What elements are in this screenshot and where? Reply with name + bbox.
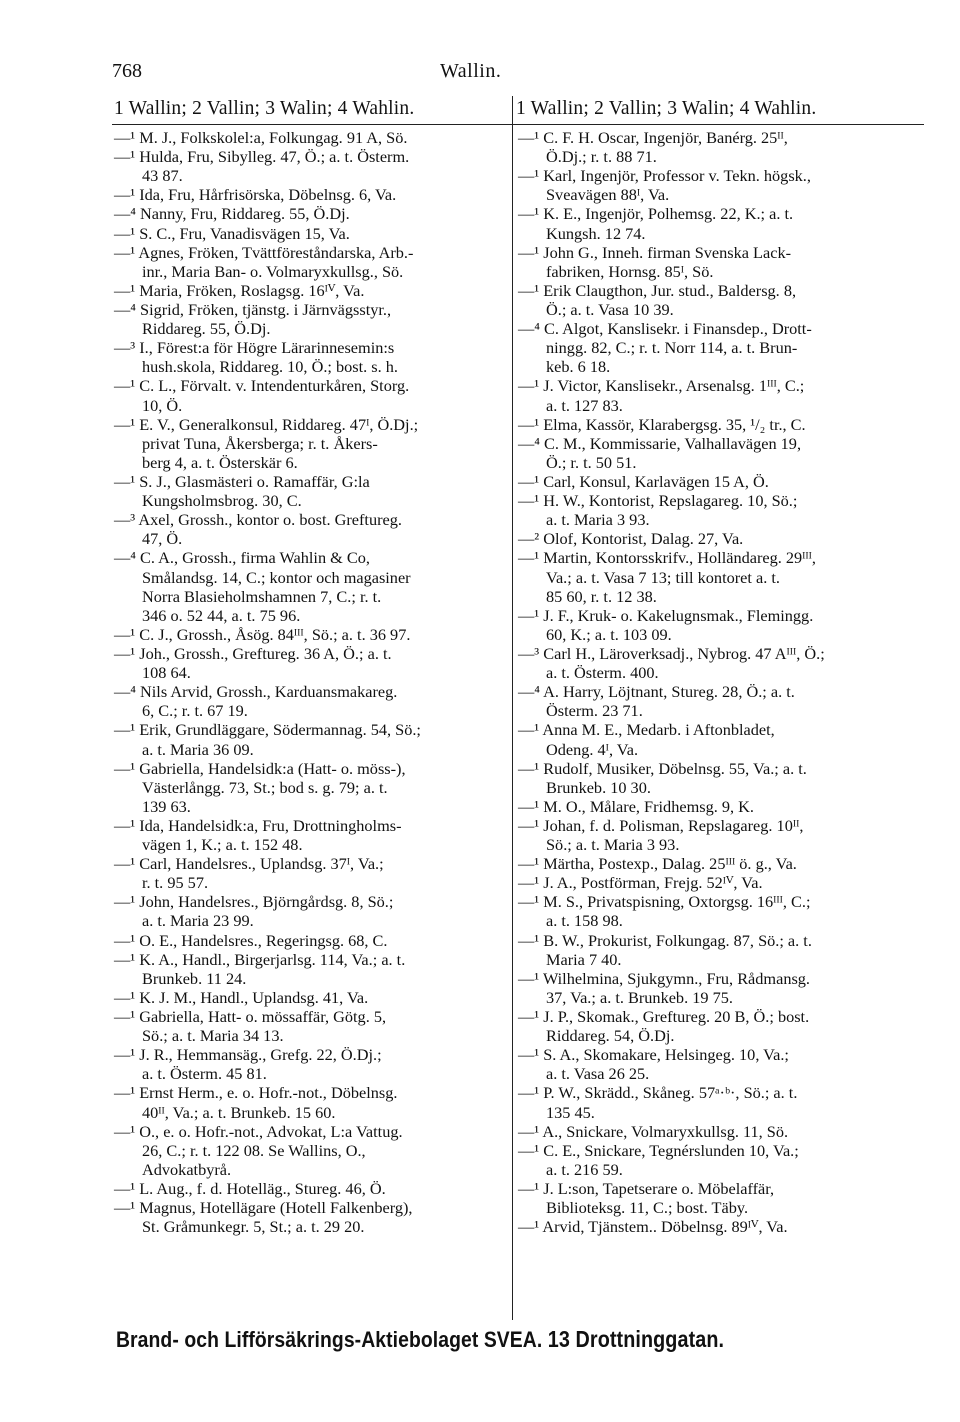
right-entry-line: Brunkeb. 10 30. (546, 777, 651, 797)
right-entry-line: —¹ Karl, Ingenjör, Professor v. Tekn. högsk., (518, 166, 811, 186)
right-entry-line: a. t. 216 59. (546, 1159, 623, 1179)
right-column-header: 1 Wallin; 2 Vallin; 3 Walin; 4 Wahlin. (516, 98, 817, 119)
left-entry-line: Sö.; a. t. Maria 34 13. (142, 1026, 284, 1046)
right-column (518, 128, 910, 1236)
column-divider (512, 96, 513, 1320)
left-entry-line: privat Tuna, Åkersberga; r. t. Åkers- (142, 433, 378, 453)
right-entry-line: Maria 7 40. (546, 949, 622, 969)
left-entry-line: —¹ Ernst Herm., e. o. Hofr.-not., Döbelnsg. (114, 1083, 398, 1103)
right-entry-line: Va.; a. t. Vasa 7 13; till kontoret a. t. (546, 567, 780, 587)
left-entry-line: —¹ Hulda, Fru, Sibylleg. 47, Ö.; a. t. Österm. (114, 147, 410, 167)
right-entry-line: Sö.; a. t. Maria 3 93. (546, 835, 680, 855)
right-entry-line: fabriken, Hornsg. 85ᴵ, Sö. (546, 261, 714, 281)
right-entry-line: keb. 6 18. (546, 357, 611, 377)
right-entry-line: 60, K.; a. t. 103 09. (546, 624, 672, 644)
left-entry-line: 43 87. (142, 166, 183, 186)
left-entry-line: 26, C.; r. t. 122 08. Se Wallins, O., (142, 1140, 366, 1160)
left-entry-line: —¹ O. E., Handelsres., Regeringsg. 68, C. (114, 930, 388, 950)
left-entry-line: Advokatbyrå. (142, 1159, 232, 1179)
right-entry-line: —¹ C. E., Snickare, Tegnérslunden 10, Va.; (518, 1140, 799, 1160)
left-entry-line: —³ Axel, Grossh., kontor o. bost. Greftureg. (114, 510, 402, 530)
right-entry-line: —¹ Anna M. E., Medarb. i Aftonbladet, (518, 720, 775, 740)
left-entry-line: —¹ Maria, Fröken, Roslagsg. 16ᴵⱽ, Va. (114, 280, 365, 300)
left-entry-line: —¹ C. L., Förvalt. v. Intendenturkåren, Storg. (114, 376, 410, 396)
left-entry-line: berg 4, a. t. Österskär 6. (142, 452, 298, 472)
left-entry-line: Västerlångg. 73, St.; bod s. g. 79; a. t. (142, 777, 388, 797)
footer-company: Brand- och Lifförsäkrings-Aktiebolaget SVEA. (116, 1327, 543, 1352)
right-entry-line: Ö.; a. t. Vasa 10 39. (546, 299, 674, 319)
left-entry-line: —¹ Gabriella, Handelsidk:a (Hatt- o. möss-), (114, 758, 406, 778)
right-entry-line: —¹ Erik Claugthon, Jur. stud., Baldersg. 8, (518, 280, 797, 300)
right-entry-line: —¹ J. A., Postförman, Frejg. 52ᴵⱽ, Va. (518, 873, 763, 893)
left-entry-line: —⁴ Sigrid, Fröken, tjänstg. i Järnvägsstyr., (114, 299, 392, 319)
page-title: Wallin. (440, 60, 502, 82)
left-entry-line: —¹ Erik, Grundläggare, Södermannag. 54, Sö.; (114, 720, 421, 740)
right-entry-line: —¹ B. W., Prokurist, Folkungag. 87, Sö.; a. t. (518, 930, 812, 950)
right-entry-line: —³ Carl H., Läroverksadj., Nybrog. 47 Aᴵᴵᴵ, Ö.; (518, 643, 825, 663)
left-entry-line: Smålandsg. 14, C.; kontor och magasiner (142, 567, 411, 587)
left-entry-line: —⁴ Nils Arvid, Grossh., Karduansmakareg. (114, 682, 398, 702)
left-entry-line: a. t. Österm. 45 81. (142, 1064, 267, 1084)
right-entry-line: —⁴ A. Harry, Löjtnant, Stureg. 28, Ö.; a. t. (518, 682, 795, 702)
left-entry-line: —¹ S. C., Fru, Vanadisvägen 15, Va. (114, 223, 350, 243)
left-entry-line: —¹ O., e. o. Hofr.-not., Advokat, L:a Vattug. (114, 1121, 403, 1141)
right-entry-line: a. t. Maria 3 93. (546, 510, 650, 530)
left-entry-line: a. t. Maria 23 99. (142, 911, 254, 931)
right-entry-line: Sveavägen 88ᴵ, Va. (546, 185, 670, 205)
left-entry-line: Kungsholmsbrog. 30, C. (142, 491, 302, 511)
left-entry-line: inr., Maria Ban- o. Volmaryxkullsg., Sö. (142, 261, 404, 281)
right-entry-line: Kungsh. 12 74. (546, 223, 646, 243)
left-entry-line: —¹ Magnus, Hotellägare (Hotell Falkenberg), (114, 1198, 413, 1218)
right-entry-line: a. t. 158 98. (546, 911, 623, 931)
left-entry-line: —¹ J. R., Hemmansäg., Grefg. 22, Ö.Dj.; (114, 1045, 382, 1065)
right-entry-line: ningg. 82, C.; r. t. Norr 114, a. t. Brun- (546, 338, 798, 358)
right-entry-line: —² Olof, Kontorist, Dalag. 27, Va. (518, 529, 744, 549)
right-entry-line: a. t. 127 83. (546, 395, 623, 415)
right-entry-line: —¹ C. F. H. Oscar, Ingenjör, Banérg. 25ᴵᴵ, (518, 128, 788, 147)
left-entry-line: 47, Ö. (142, 529, 183, 549)
right-entry-line: —¹ Arvid, Tjänstem.. Döbelnsg. 89ᴵⱽ, Va. (518, 1217, 788, 1237)
right-entry-line: —¹ H. W., Kontorist, Repslagareg. 10, Sö.; (518, 491, 798, 511)
right-entry-line: 37, Va.; a. t. Brunkeb. 19 75. (546, 987, 733, 1007)
right-entry-line: —¹ J. Victor, Kanslisekr., Arsenalsg. 1ᴵᴵᴵ, C.; (518, 376, 805, 396)
right-entry-line: —⁴ C. Algot, Kanslisekr. i Finansdep., Drott- (518, 319, 812, 339)
left-column (114, 128, 506, 1236)
left-entry-line: —¹ John, Handelsres., Björngårdsg. 8, Sö.; (114, 892, 394, 912)
right-entry-line: —¹ M. S., Privatspisning, Oxtorgsg. 16ᴵᴵᴵ, C.; (518, 892, 811, 912)
right-entry-line: —⁴ C. M., Kommissarie, Valhallavägen 19, (518, 433, 802, 453)
right-entry-line: —¹ S. A., Skomakare, Helsingeg. 10, Va.; (518, 1045, 789, 1065)
left-entry-line: Norra Blasieholmshamnen 7, C.; r. t. (142, 586, 382, 606)
right-entry-line: —¹ M. O., Målare, Fridhemsg. 9, K. (518, 796, 754, 816)
left-entry-line: hush.skola, Riddareg. 10, Ö.; bost. s. h. (142, 357, 398, 377)
left-entry-line: r. t. 95 57. (142, 873, 209, 893)
header-rule (112, 124, 924, 125)
right-entry-line: Odeng. 4ᴵ, Va. (546, 739, 639, 759)
left-entry-line: —¹ Ida, Fru, Hårfrisörska, Döbelnsg. 6, Va. (114, 185, 397, 205)
right-entry-line: Österm. 23 71. (546, 701, 643, 721)
right-entry-line: —¹ P. W., Skrädd., Skåneg. 57ᵃ·ᵇ·, Sö.; a. t. (518, 1083, 798, 1103)
left-entry-line: —¹ K. J. M., Handl., Uplandsg. 41, Va. (114, 987, 369, 1007)
page-number: 768 (112, 60, 142, 82)
right-entry-line: —¹ A., Snickare, Volmaryxkullsg. 11, Sö. (518, 1121, 789, 1141)
left-entry-line: —¹ S. J., Glasmästeri o. Ramaffär, G:la (114, 471, 370, 491)
left-entry-line: —¹ Ida, Handelsidk:a, Fru, Drottningholms- (114, 815, 402, 835)
left-entry-line: —¹ Gabriella, Hatt- o. mössaffär, Götg. 5, (114, 1007, 387, 1027)
left-entry-line: 10, Ö. (142, 395, 183, 415)
left-entry-line: 108 64. (142, 663, 191, 683)
right-entry-line: —¹ John G., Inneh. firman Svenska Lack- (518, 242, 792, 262)
right-entry-line: Riddareg. 54, Ö.Dj. (546, 1026, 675, 1046)
left-entry-line: —¹ E. V., Generalkonsul, Riddareg. 47ᴵ, Ö.Dj.; (114, 414, 419, 434)
left-entry-line: —¹ K. A., Handl., Birgerjarlsg. 114, Va.; a. t. (114, 949, 406, 969)
left-entry-line: —⁴ Nanny, Fru, Riddareg. 55, Ö.Dj. (114, 204, 350, 224)
left-entry-line: Brunkeb. 11 24. (142, 968, 247, 988)
right-entry-line: Ö.; r. t. 50 51. (546, 452, 637, 472)
left-entry-line: 346 o. 52 44, a. t. 75 96. (142, 605, 301, 625)
left-entry-line: —¹ Joh., Grossh., Greftureg. 36 A, Ö.; a. t. (114, 643, 392, 663)
left-entry-line: —¹ Agnes, Fröken, Tvättföreståndarska, Arb.- (114, 242, 414, 262)
right-entry-line: a. t. Vasa 26 25. (546, 1064, 650, 1084)
left-entry-line: a. t. Maria 36 09. (142, 739, 254, 759)
left-entry-line: Riddareg. 55, Ö.Dj. (142, 319, 271, 339)
left-entry-line: —¹ M. J., Folkskolel:a, Folkungag. 91 A, Sö. (114, 128, 408, 147)
right-entry-line: —¹ K. E., Ingenjör, Polhemsg. 22, K.; a. t. (518, 204, 794, 224)
left-column-header: 1 Wallin; 2 Vallin; 3 Walin; 4 Wahlin. (114, 98, 415, 119)
right-entry-line: a. t. Österm. 400. (546, 663, 659, 683)
right-entry-line: 135 45. (546, 1102, 595, 1122)
left-entry-line: St. Gråmunkegr. 5, St.; a. t. 29 20. (142, 1217, 365, 1237)
left-entry-line: —³ I., Förest:a för Högre Lärarinnesemin:s (114, 338, 395, 358)
right-entry-line: —¹ Martin, Kontorsskrifv., Holländareg. 29ᴵᴵᴵ, (518, 548, 816, 568)
right-entry-line: —¹ J. F., Kruk- o. Kakelugnsmak., Flemingg. (518, 605, 814, 625)
right-entry-line: Ö.Dj.; r. t. 88 71. (546, 147, 657, 167)
right-entry-line: 85 60, r. t. 12 38. (546, 586, 657, 606)
right-entry-line: —¹ Wilhelmina, Sjukgymn., Fru, Rådmansg. (518, 968, 811, 988)
right-entry-line: —¹ Carl, Konsul, Karlavägen 15 A, Ö. (518, 471, 769, 491)
left-entry-line: —¹ C. J., Grossh., Åsög. 84ᴵᴵᴵ, Sö.; a. t. 36 97. (114, 624, 411, 644)
left-entry-line: 139 63. (142, 796, 191, 816)
right-entry-line: —¹ Märtha, Postexp., Dalag. 25ᴵᴵᴵ ö. g., Va. (518, 854, 797, 874)
right-entry-line: —¹ Johan, f. d. Polisman, Repslagareg. 10ᴵᴵ, (518, 815, 804, 835)
left-entry-line: 40ᴵᴵ, Va.; a. t. Brunkeb. 15 60. (142, 1102, 336, 1122)
footer-address: 13 Drottninggatan. (547, 1326, 725, 1352)
right-entry-line: —¹ Elma, Kassör, Klarabergsg. 35, ¹/₂ tr., C. (518, 414, 806, 434)
right-entry-line: Biblioteksg. 11, C.; bost. Täby. (546, 1198, 749, 1218)
right-entry-line: —¹ J. L:son, Tapetserare o. Möbelaffär, (518, 1179, 775, 1199)
left-entry-line: vägen 1, K.; a. t. 152 48. (142, 835, 303, 855)
left-entry-line: —¹ Carl, Handelsres., Uplandsg. 37ᴵ, Va.; (114, 854, 384, 874)
right-entry-line: —¹ J. P., Skomak., Greftureg. 20 B, Ö.; bost. (518, 1007, 810, 1027)
footer-advertisement (116, 1326, 804, 1353)
left-entry-line: —⁴ C. A., Grossh., firma Wahlin & Co, (114, 548, 370, 568)
left-entry-line: —¹ L. Aug., f. d. Hotelläg., Stureg. 46, Ö. (114, 1179, 386, 1199)
left-entry-line: 6, C.; r. t. 67 19. (142, 701, 248, 721)
right-entry-line: —¹ Rudolf, Musiker, Döbelnsg. 55, Va.; a. t. (518, 758, 807, 778)
